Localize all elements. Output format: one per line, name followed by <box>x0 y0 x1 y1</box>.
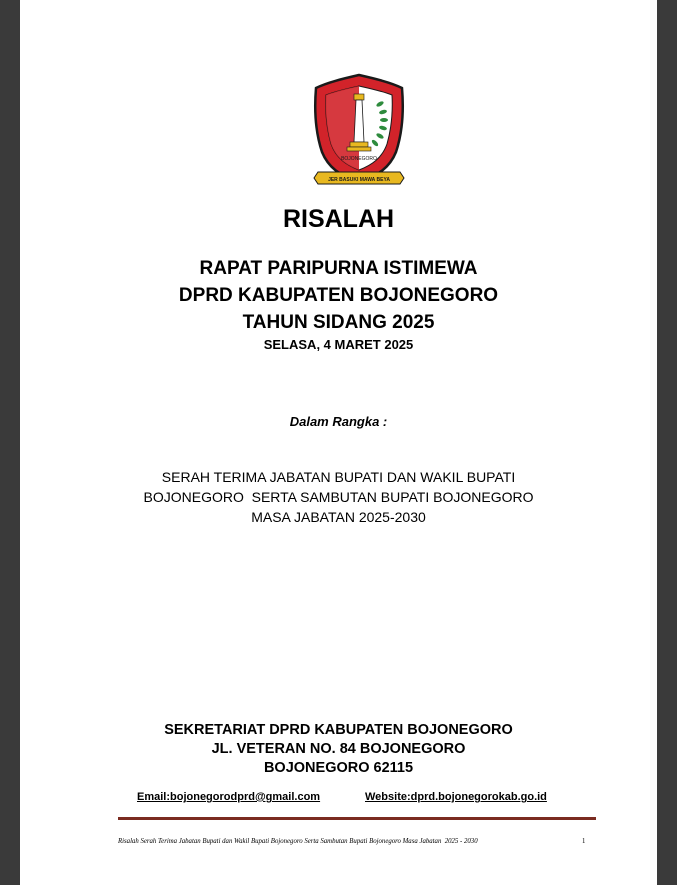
meeting-title-line-3: TAHUN SIDANG 2025 <box>242 312 435 333</box>
agenda-line-3: MASA JABATAN 2025-2030 <box>251 509 426 525</box>
meeting-title-line-1: RAPAT PARIPURNA ISTIMEWA <box>199 258 478 279</box>
secretariat-line-3: BOJONEGORO 62115 <box>263 760 414 776</box>
secretariat-line-2: JL. VETERAN NO. 84 BOJONEGORO <box>211 741 466 757</box>
in-context-label: Dalam Rangka : <box>289 414 388 429</box>
document-page <box>20 0 657 885</box>
footer-caption: Risalah Serah Terima Jabatan Bupati dan Wakil Bupati Bojonegoro Serta Sambutan Bupati Bojonegoro Masa Jabatan 2025 - 2030 <box>118 838 478 845</box>
meeting-date: SELASA, 4 MARET 2025 <box>263 337 414 352</box>
email-link[interactable]: Email:bojonegorodprd@gmail.com <box>137 791 321 803</box>
secretariat-line-1: SEKRETARIAT DPRD KABUPATEN BOJONEGORO <box>164 722 513 738</box>
page-number: 1 <box>582 838 586 845</box>
emblem-inner-text: BOJONEGORO <box>341 156 377 162</box>
agenda-line-1: SERAH TERIMA JABATAN BUPATI DAN WAKIL BUPATI <box>161 469 516 485</box>
viewer-right-margin <box>657 0 677 885</box>
website-link[interactable]: Website:dprd.bojonegorokab.go.id <box>365 791 547 803</box>
bojonegoro-regency-emblem <box>310 72 408 192</box>
document-heading: RISALAH <box>282 205 395 233</box>
agenda-line-2: BOJONEGORO SERTA SAMBUTAN BUPATI BOJONEGORO <box>143 489 534 505</box>
viewer-left-margin <box>0 0 20 885</box>
emblem-ribbon-text: JER BASUKI MAWA BEYA <box>328 177 390 183</box>
footer-rule <box>118 817 596 820</box>
meeting-title-line-2: DPRD KABUPATEN BOJONEGORO <box>178 285 499 306</box>
